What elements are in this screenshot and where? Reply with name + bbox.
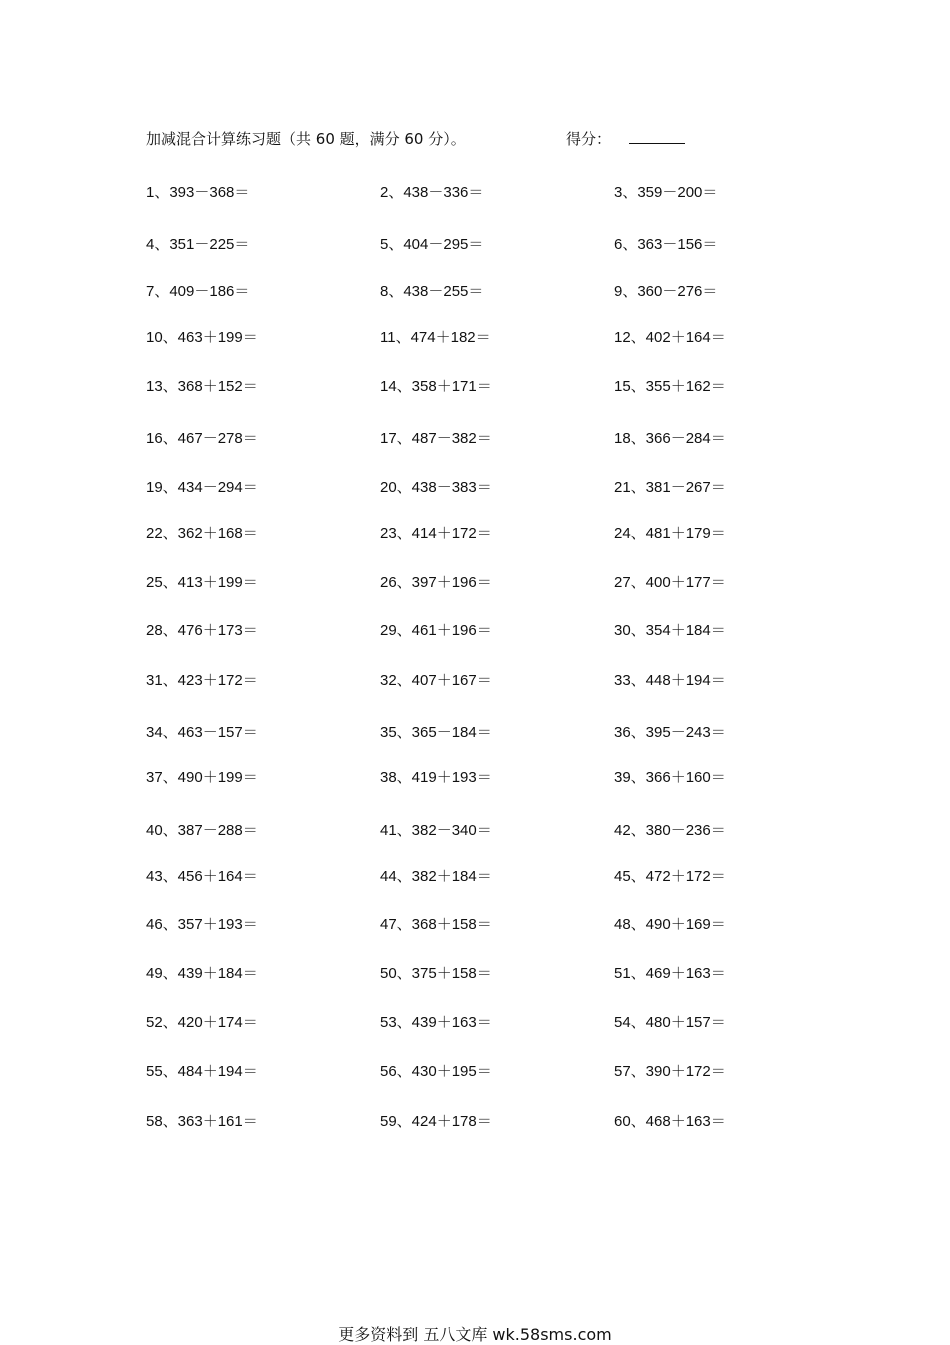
- problem-19: 19、434－294＝: [146, 479, 258, 496]
- problem-9: 9、360－276＝: [614, 283, 718, 300]
- problem-41: 41、382－340＝: [380, 822, 492, 839]
- problem-12: 12、402＋164＝: [614, 329, 726, 346]
- problem-15: 15、355＋162＝: [614, 378, 726, 395]
- problem-32: 32、407＋167＝: [380, 672, 492, 689]
- problem-26: 26、397＋196＝: [380, 574, 492, 591]
- problem-35: 35、365－184＝: [380, 724, 492, 741]
- problem-20: 20、438－383＝: [380, 479, 492, 496]
- problem-45: 45、472＋172＝: [614, 868, 726, 885]
- worksheet-title: 加减混合计算练习题（共 60 题，满分 60 分）。: [146, 130, 466, 148]
- problem-30: 30、354＋184＝: [614, 622, 726, 639]
- problem-54: 54、480＋157＝: [614, 1014, 726, 1031]
- problem-23: 23、414＋172＝: [380, 525, 492, 542]
- problem-8: 8、438－255＝: [380, 283, 484, 300]
- problem-16: 16、467－278＝: [146, 430, 258, 447]
- problem-38: 38、419＋193＝: [380, 769, 492, 786]
- score-blank[interactable]: [629, 129, 685, 144]
- problem-18: 18、366－284＝: [614, 430, 726, 447]
- problem-5: 5、404－295＝: [380, 236, 484, 253]
- problem-36: 36、395－243＝: [614, 724, 726, 741]
- problem-14: 14、358＋171＝: [380, 378, 492, 395]
- problem-6: 6、363－156＝: [614, 236, 718, 253]
- problem-59: 59、424＋178＝: [380, 1113, 492, 1130]
- problem-3: 3、359－200＝: [614, 184, 718, 201]
- problem-10: 10、463＋199＝: [146, 329, 258, 346]
- problem-29: 29、461＋196＝: [380, 622, 492, 639]
- problem-31: 31、423＋172＝: [146, 672, 258, 689]
- footer-watermark: 更多资料到 五八文库 wk.58sms.com: [338, 1325, 612, 1344]
- problem-33: 33、448＋194＝: [614, 672, 726, 689]
- problem-40: 40、387－288＝: [146, 822, 258, 839]
- problem-56: 56、430＋195＝: [380, 1063, 492, 1080]
- problem-4: 4、351－225＝: [146, 236, 250, 253]
- problem-22: 22、362＋168＝: [146, 525, 258, 542]
- problem-39: 39、366＋160＝: [614, 769, 726, 786]
- score-label: 得分：: [566, 130, 612, 148]
- problem-52: 52、420＋174＝: [146, 1014, 258, 1031]
- problem-24: 24、481＋179＝: [614, 525, 726, 542]
- problem-7: 7、409－186＝: [146, 283, 250, 300]
- problem-50: 50、375＋158＝: [380, 965, 492, 982]
- problem-43: 43、456＋164＝: [146, 868, 258, 885]
- problem-11: 11、474＋182＝: [380, 329, 491, 346]
- problem-42: 42、380－236＝: [614, 822, 726, 839]
- problem-58: 58、363＋161＝: [146, 1113, 258, 1130]
- problem-46: 46、357＋193＝: [146, 916, 258, 933]
- problem-2: 2、438－336＝: [380, 184, 484, 201]
- problem-28: 28、476＋173＝: [146, 622, 258, 639]
- problem-55: 55、484＋194＝: [146, 1063, 258, 1080]
- problem-34: 34、463－157＝: [146, 724, 258, 741]
- problem-48: 48、490＋169＝: [614, 916, 726, 933]
- problem-13: 13、368＋152＝: [146, 378, 258, 395]
- problem-47: 47、368＋158＝: [380, 916, 492, 933]
- problem-25: 25、413＋199＝: [146, 574, 258, 591]
- score-field: [566, 128, 685, 149]
- problem-49: 49、439＋184＝: [146, 965, 258, 982]
- problem-27: 27、400＋177＝: [614, 574, 726, 591]
- problem-21: 21、381－267＝: [614, 479, 726, 496]
- problem-60: 60、468＋163＝: [614, 1113, 726, 1130]
- problem-37: 37、490＋199＝: [146, 769, 258, 786]
- problem-1: 1、393－368＝: [146, 184, 250, 201]
- problem-17: 17、487－382＝: [380, 430, 492, 447]
- problem-53: 53、439＋163＝: [380, 1014, 492, 1031]
- problem-51: 51、469＋163＝: [614, 965, 726, 982]
- problem-57: 57、390＋172＝: [614, 1063, 726, 1080]
- problem-44: 44、382＋184＝: [380, 868, 492, 885]
